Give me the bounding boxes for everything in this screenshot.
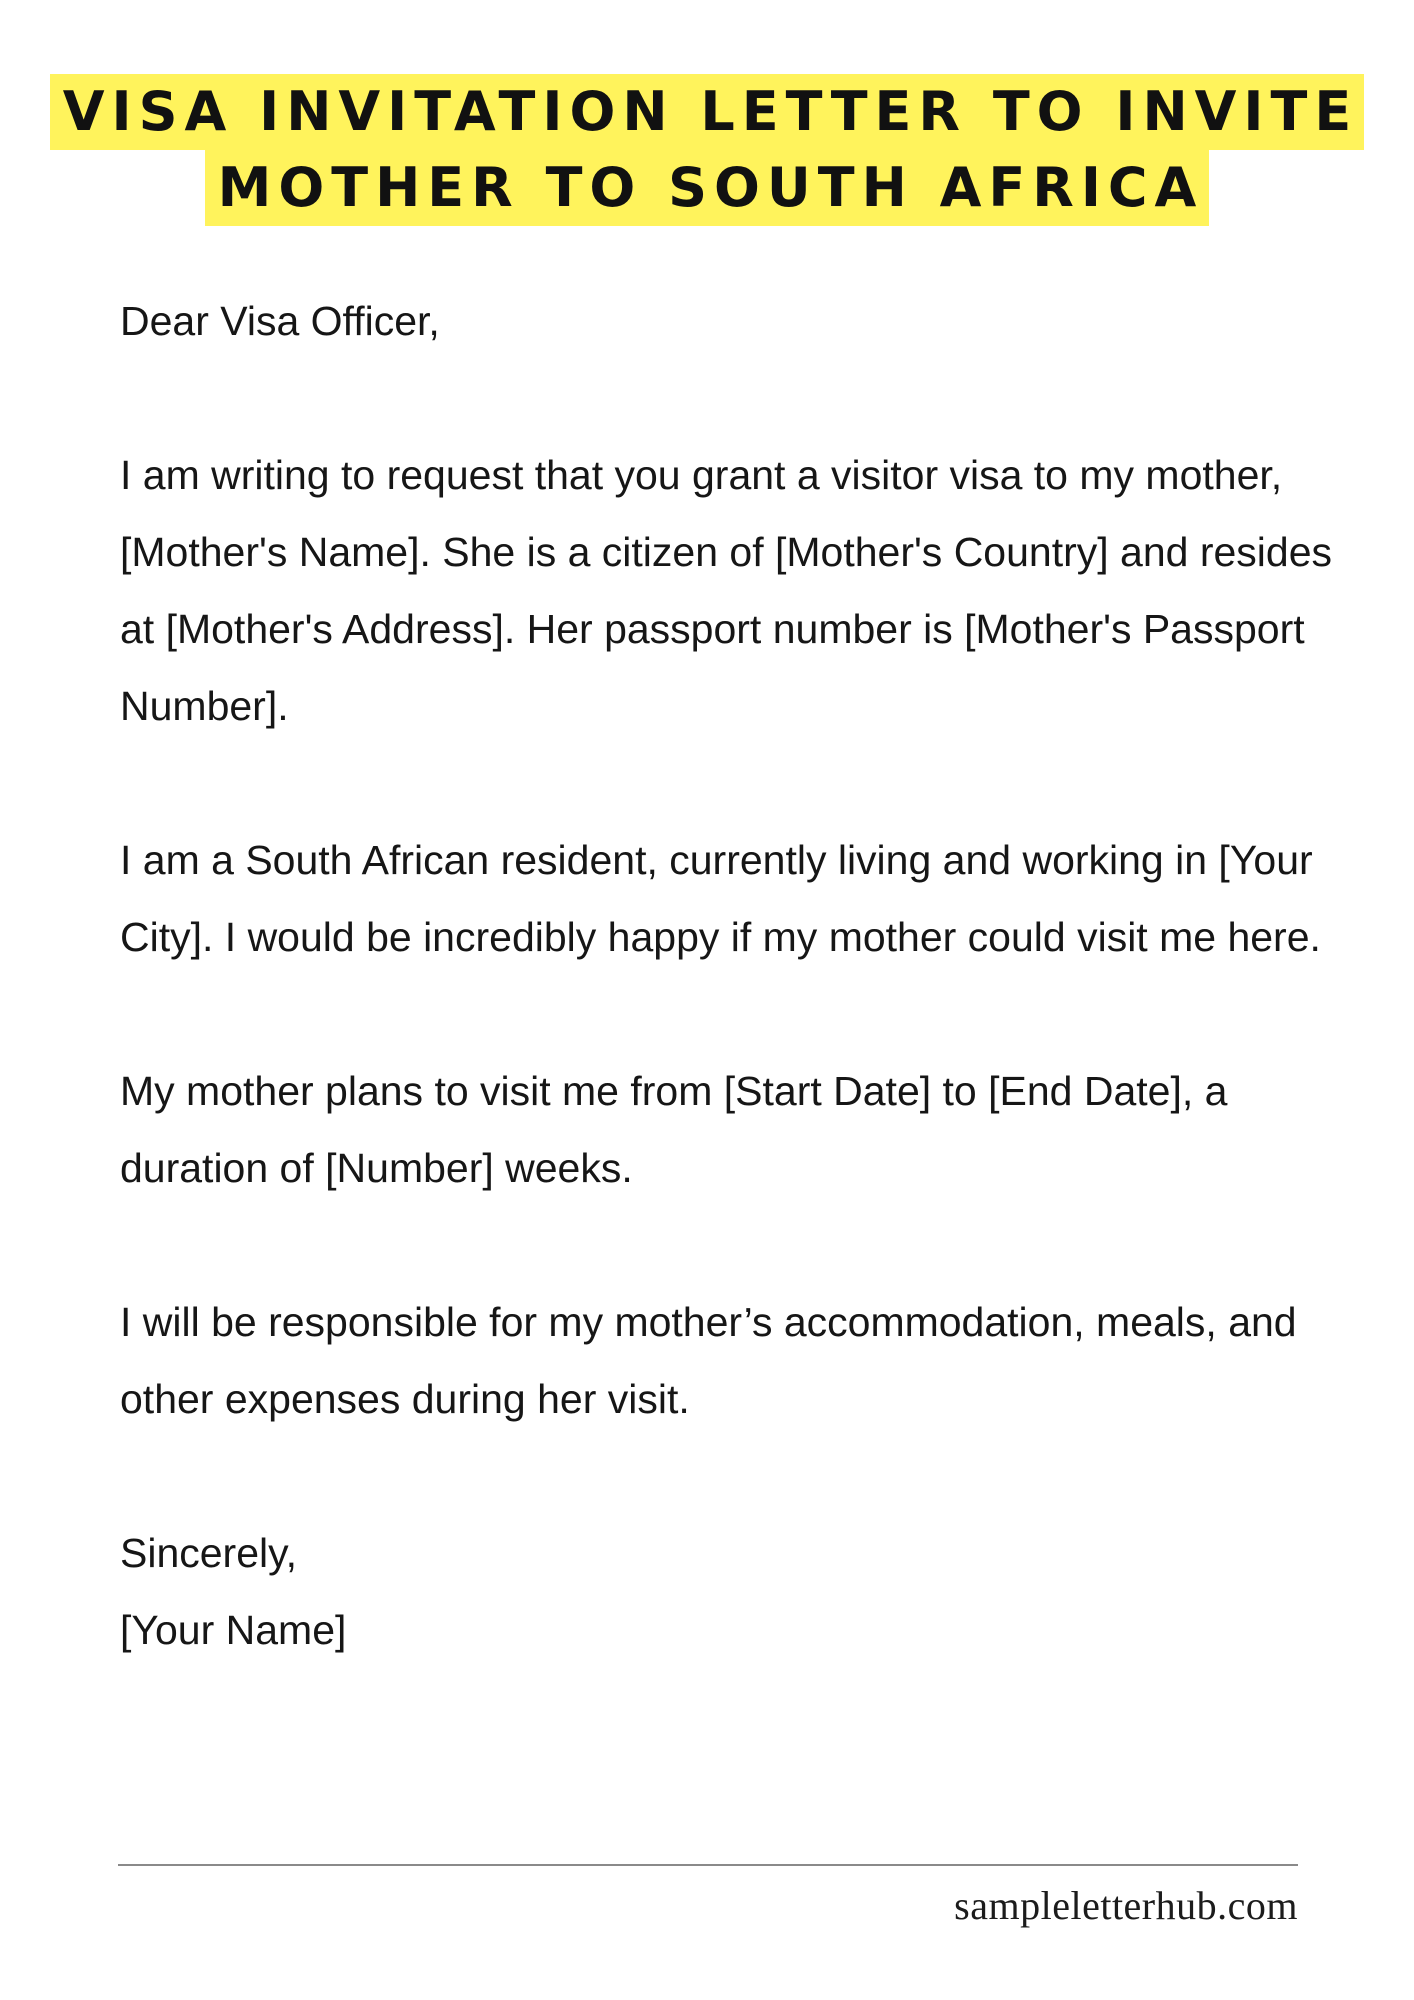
closing: Sincerely,	[120, 1530, 297, 1576]
title-line-2: MOTHER TO SOUTH AFRICA	[205, 150, 1210, 226]
paragraph-responsibility: I will be responsible for my mother’s accommodation, meals, and other expenses during her visit.	[120, 1299, 1297, 1422]
title-line-1: VISA INVITATION LETTER TO INVITE	[50, 74, 1365, 150]
paragraph-visit-dates: My mother plans to visit me from [Start Date] to [End Date], a duration of [Number] weeks.	[120, 1068, 1228, 1191]
footer-site-name: sampleletterhub.com	[954, 1883, 1298, 1928]
paragraph-residence: I am a South African resident, currently living and working in [Your City]. I would be incredibly happy if my mother could visit me here.	[120, 837, 1321, 960]
signature-block	[120, 1515, 1360, 1669]
letter-title	[0, 74, 1414, 226]
letter-body	[120, 283, 1360, 1669]
signature-name: [Your Name]	[120, 1607, 347, 1653]
paragraph-visa-request: I am writing to request that you grant a visitor visa to my mother, [Mother's Name]. She is a citizen of [Mother's Country] and resides at [Mother's Address]. Her passport number is [Mother's Passport Number].	[120, 452, 1333, 729]
salutation: Dear Visa Officer,	[120, 298, 440, 344]
footer-divider	[118, 1864, 1298, 1866]
